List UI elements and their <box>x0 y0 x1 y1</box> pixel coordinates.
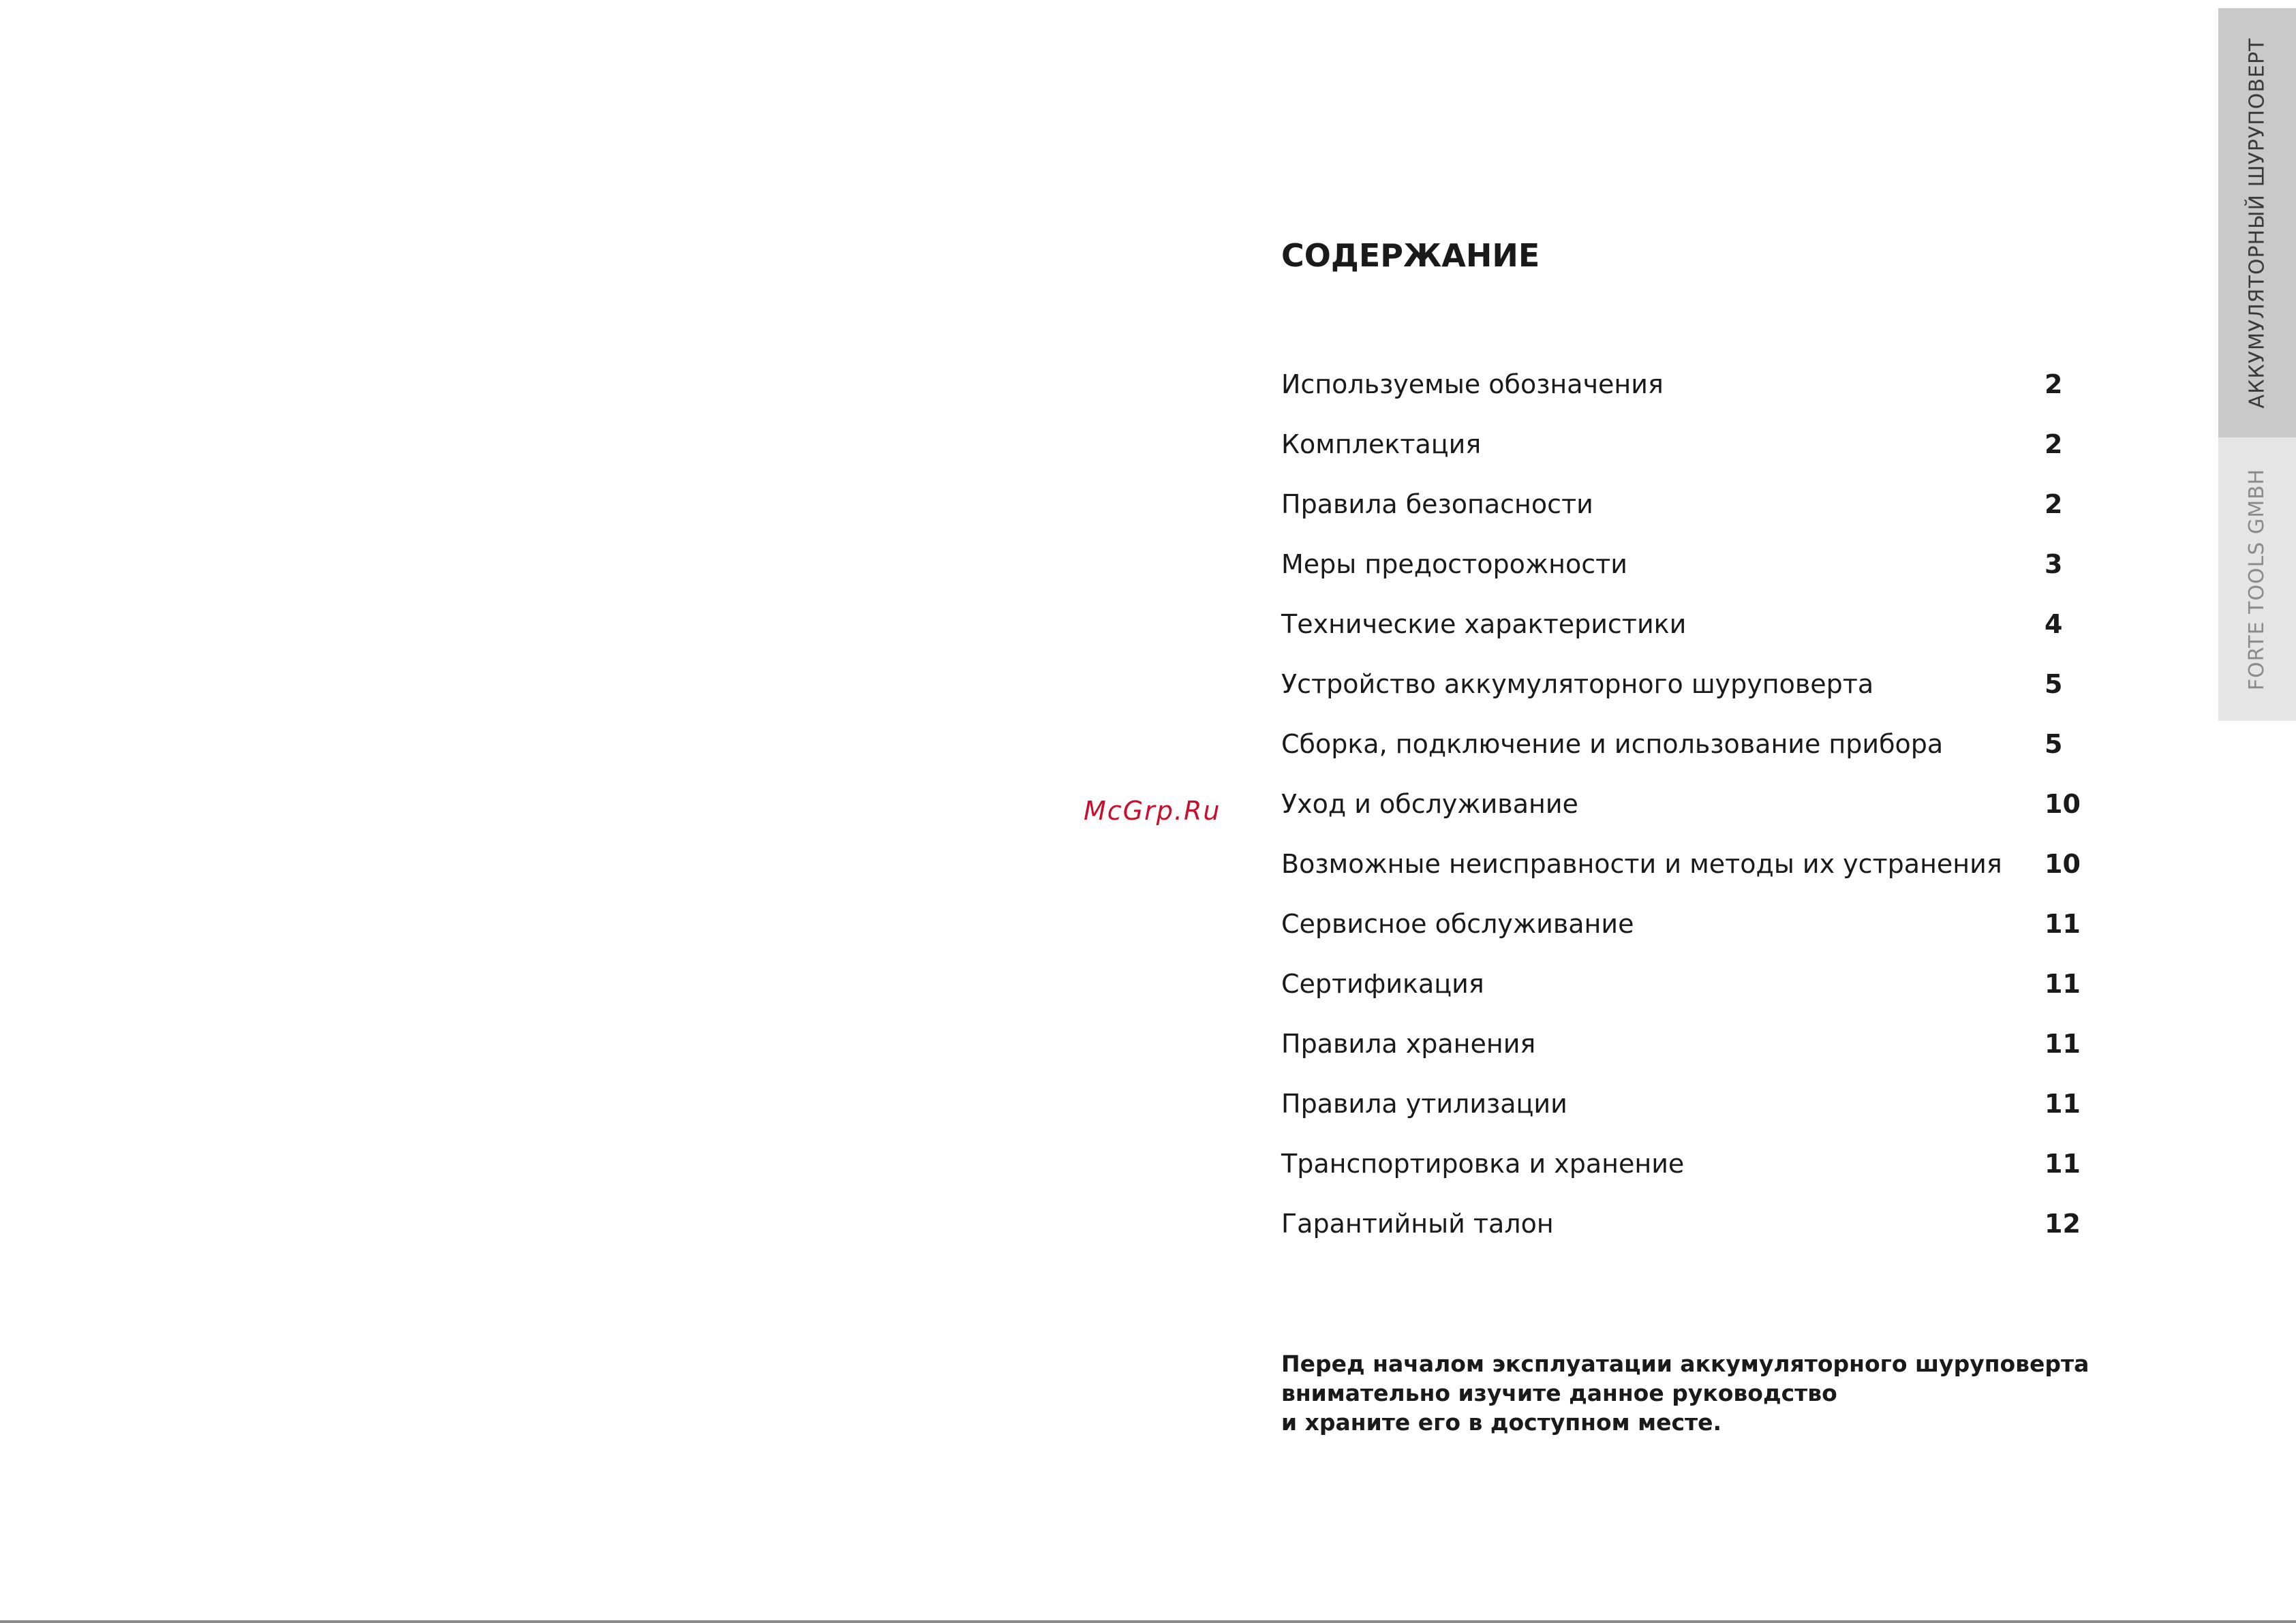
toc-entry-label: Комплектация <box>1281 429 1482 459</box>
toc-entry-label: Устройство аккумуляторного шуруповерта <box>1281 669 1874 699</box>
toc-entry[interactable] <box>1281 1074 2092 1134</box>
toc-entry[interactable] <box>1281 414 2092 474</box>
toc-entry-page: 2 <box>2045 429 2063 459</box>
toc-entry-label: Правила безопасности <box>1281 489 1593 519</box>
usage-note-line: внимательно изучите данное руководство <box>1281 1380 1837 1406</box>
toc-entry[interactable] <box>1281 1014 2092 1074</box>
toc-entry-label: Технические характеристики <box>1281 609 1687 639</box>
toc-entry-label: Сервисное обслуживание <box>1281 909 1634 939</box>
toc-entry[interactable] <box>1281 594 2092 654</box>
toc-entry-page: 11 <box>2045 1089 2081 1119</box>
toc-entry-label: Гарантийный талон <box>1281 1209 1554 1239</box>
toc-list <box>1281 354 2092 1254</box>
toc-entry-label: Используемые обозначения <box>1281 369 1664 399</box>
toc-entry-page: 5 <box>2045 729 2063 759</box>
side-tab-product[interactable] <box>2218 8 2296 437</box>
toc-entry-label: Правила утилизации <box>1281 1089 1567 1119</box>
toc-entry[interactable] <box>1281 1134 2092 1194</box>
toc-entry[interactable] <box>1281 954 2092 1014</box>
toc-title: СОДЕРЖАНИЕ <box>1281 237 1540 274</box>
toc-entry-page: 11 <box>2045 1149 2081 1179</box>
usage-note <box>1281 1349 2090 1437</box>
toc-entry-label: Правила хранения <box>1281 1029 1536 1059</box>
toc-entry-page: 11 <box>2045 969 2081 999</box>
toc-entry[interactable] <box>1281 654 2092 714</box>
toc-entry[interactable] <box>1281 894 2092 954</box>
toc-entry-page: 10 <box>2045 849 2081 879</box>
toc-entry-label: Возможные неисправности и методы их устранения <box>1281 849 2002 879</box>
toc-entry[interactable] <box>1281 474 2092 534</box>
toc-entry[interactable] <box>1281 774 2092 834</box>
usage-note-line: и храните его в доступном месте. <box>1281 1409 1722 1436</box>
toc-entry-label: Уход и обслуживание <box>1281 789 1578 819</box>
usage-note-line: Перед началом эксплуатации аккумуляторного шуруповерта <box>1281 1350 2090 1377</box>
toc-entry-page: 5 <box>2045 669 2063 699</box>
toc-entry-page: 12 <box>2045 1209 2081 1239</box>
toc-entry-label: Сертификация <box>1281 969 1484 999</box>
toc-entry[interactable] <box>1281 534 2092 594</box>
watermark-link[interactable]: McGrp.Ru <box>1084 796 1221 826</box>
toc-entry-page: 10 <box>2045 789 2081 819</box>
toc-entry-page: 2 <box>2045 369 2063 399</box>
toc-entry[interactable] <box>1281 1194 2092 1254</box>
toc-entry-page: 3 <box>2045 549 2063 579</box>
toc-entry-page: 2 <box>2045 489 2063 519</box>
side-tab-company-label: FORTE TOOLS GMBH <box>2245 468 2269 690</box>
toc-entry[interactable] <box>1281 714 2092 774</box>
toc-entry[interactable] <box>1281 834 2092 894</box>
toc-entry-page: 4 <box>2045 609 2063 639</box>
side-tab-product-label: АККУМУЛЯТОРНЫЙ ШУРУПОВЕРТ <box>2245 37 2269 408</box>
toc-entry[interactable] <box>1281 354 2092 414</box>
side-tab-company[interactable] <box>2218 437 2296 721</box>
toc-entry-page: 11 <box>2045 1029 2081 1059</box>
toc-entry-label: Транспортировка и хранение <box>1281 1149 1685 1179</box>
toc-entry-label: Меры предосторожности <box>1281 549 1627 579</box>
bottom-divider <box>0 1620 2296 1623</box>
toc-entry-label: Сборка, подключение и использование прибора <box>1281 729 1944 759</box>
toc-entry-page: 11 <box>2045 909 2081 939</box>
